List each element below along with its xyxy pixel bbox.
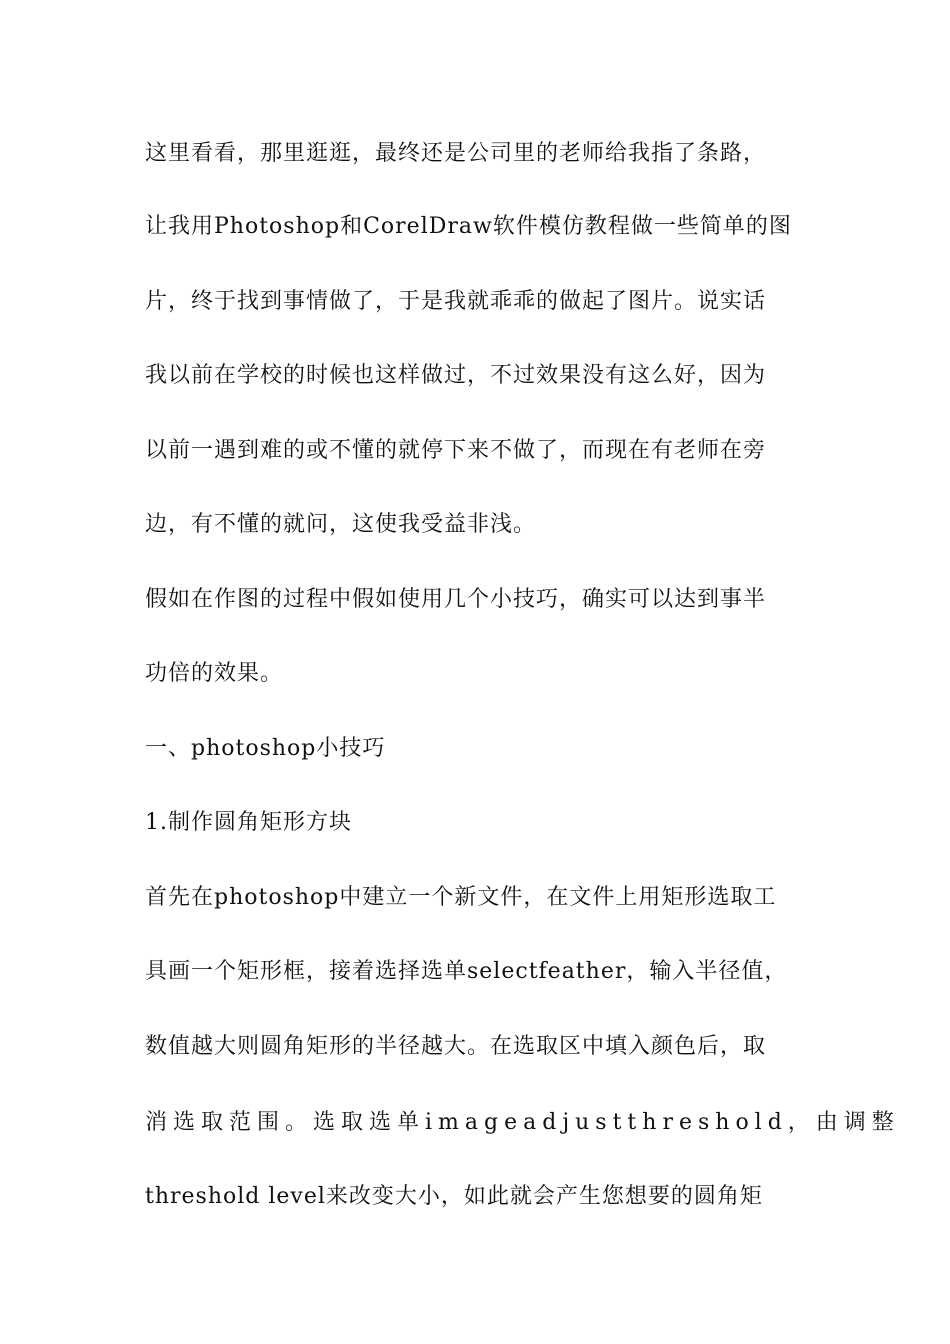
paragraph-line: 假如在作图的过程中假如使用几个小技巧，确实可以达到事半 xyxy=(145,587,767,612)
paragraph-line: 以前一遇到难的或不懂的就停下来不做了，而现在有老师在旁 xyxy=(145,438,767,463)
paragraph-line: 具画一个矩形框，接着选择选单selectfeather，输入半径值， xyxy=(145,959,788,984)
subsection-heading: 1.制作圆角矩形方块 xyxy=(145,810,352,835)
paragraph-line: 让我用Photoshop和CorelDraw软件模仿教程做一些简单的图 xyxy=(145,214,792,239)
paragraph-line: 这里看看，那里逛逛，最终还是公司里的老师给我指了条路， xyxy=(145,141,767,166)
paragraph-line: 首先在photoshop中建立一个新文件，在文件上用矩形选取工 xyxy=(145,885,777,910)
paragraph-line: 边，有不懂的就问，这使我受益非浅。 xyxy=(145,512,537,537)
paragraph-line: 消选取范围。选取选单imageadjustthreshold，由调整 xyxy=(145,1110,900,1135)
paragraph-line: 片，终于找到事情做了，于是我就乖乖的做起了图片。说实话 xyxy=(145,289,767,314)
section-heading: 一、photoshop小技巧 xyxy=(145,736,386,761)
paragraph-line: 我以前在学校的时候也这样做过，不过效果没有这么好，因为 xyxy=(145,363,767,388)
paragraph-line: threshold level来改变大小，如此就会产生您想要的圆角矩 xyxy=(145,1184,763,1209)
paragraph-line: 数值越大则圆角矩形的半径越大。在选取区中填入颜色后，取 xyxy=(145,1034,767,1059)
paragraph-line: 功倍的效果。 xyxy=(145,661,284,686)
